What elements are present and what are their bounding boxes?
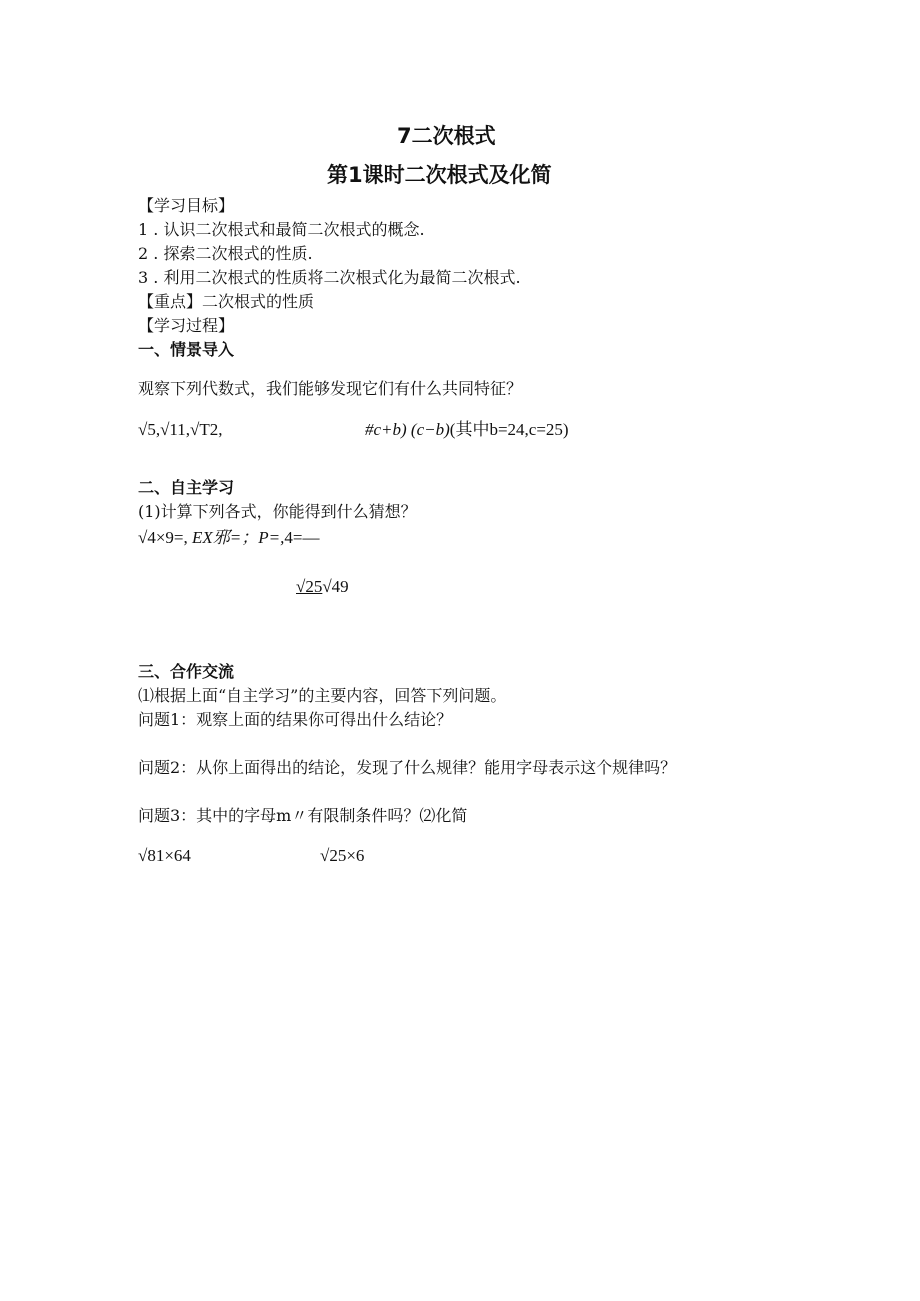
section-1-heading: 一、情景导入	[138, 340, 235, 359]
question-3: 问题3：其中的字母m〃有限制条件吗？⑵化简	[138, 806, 468, 825]
page-title: 7二次根式	[397, 124, 496, 148]
section-2-expression-line-2	[296, 578, 349, 595]
expression-part-a: √4×9=,	[138, 528, 188, 547]
expression-denominator-b: √49	[322, 577, 349, 596]
section-1-expression-right	[365, 421, 569, 438]
section-2-expression-line-1	[138, 529, 319, 546]
section-2-heading: 二、自主学习	[138, 478, 235, 497]
key-point: 【重点】二次根式的性质	[138, 292, 315, 311]
simplify-expression-b: √25×6	[320, 846, 365, 865]
goal-item-3: 3 . 利用二次根式的性质将二次根式化为最简二次根式.	[138, 268, 521, 287]
question-1: 问题1：观察上面的结果你可得出什么结论？	[138, 710, 453, 729]
expression-italic: #c+b) (c−b)	[365, 420, 450, 439]
expression-denominator-a: √25	[296, 577, 323, 596]
section-3-intro: ⑴根据上面“自主学习”的主要内容，回答下列问题。	[138, 686, 507, 705]
section-3-heading: 三、合作交流	[138, 662, 235, 681]
process-heading: 【学习过程】	[138, 316, 235, 335]
expression-part-c: 4=—	[284, 528, 320, 547]
goals-heading: 【学习目标】	[138, 196, 235, 215]
expression-condition: (其中b=24,c=25)	[449, 420, 569, 439]
question-2: 问题2：从你上面得出的结论，发现了什么规律？能用字母表示这个规律吗？	[138, 758, 677, 777]
section-1-question: 观察下列代数式，我们能够发现它们有什么共同特征？	[138, 379, 523, 398]
section-2-prompt: (1)计算下列各式，你能得到什么猜想？	[138, 502, 417, 521]
section-1-expressions: √5,√11,√T2,	[138, 420, 223, 439]
simplify-expression-a: √81×64	[138, 846, 191, 865]
expression-part-b: EX邪=；P=,	[192, 528, 285, 547]
goal-item-2: 2 . 探索二次根式的性质.	[138, 244, 313, 263]
goal-item-1: 1 . 认识二次根式和最简二次根式的概念.	[138, 220, 425, 239]
lesson-subtitle: 第1课时二次根式及化简	[327, 163, 552, 187]
